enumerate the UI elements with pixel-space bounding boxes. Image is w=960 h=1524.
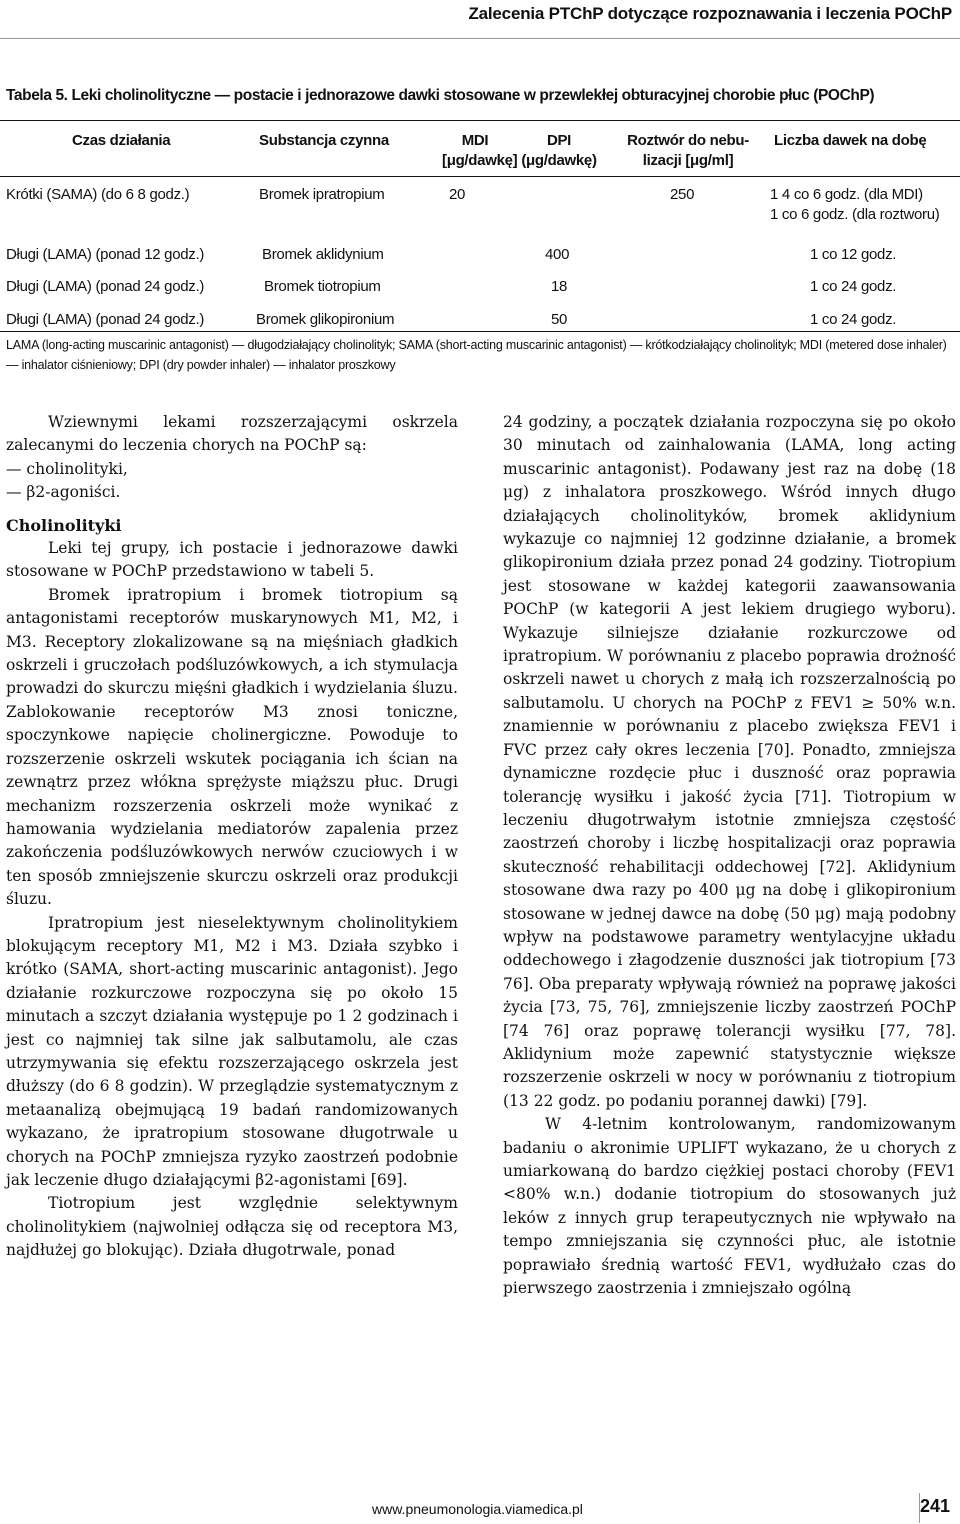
row4-liczba: 1 co 24 godz. <box>810 311 897 328</box>
row3-czas: Długi (LAMA) (ponad 24 godz.) <box>6 278 205 295</box>
right-column <box>503 411 956 1300</box>
row2-dpi: 400 <box>545 246 570 263</box>
running-header <box>0 0 960 39</box>
page-number: 241 <box>919 1496 950 1516</box>
row4-dpi: 50 <box>551 311 568 328</box>
right-p2: W 4-letnim kontrolowanym, randomizowanym badaniu o akronimie UPLIFT wykazano, że u chorych z umiarkowaną do bardzo ciężkiej postaci choroby (FEV1 <80% w.n.) dodanie tiotropium do stosowanych już leków z innych grup terapeutycznych nie wpływało na tempo zmniejszania się czynności płuc, ale istotnie poprawiało średnią wartość FEV1, wydłużało czas do pierwszego zaostrzenia i zmniejszało ogólną <box>503 1115 956 1298</box>
header-czas: Czas działania <box>72 132 171 149</box>
table-top-rule <box>0 120 960 121</box>
row1-mdi: 20 <box>449 186 466 203</box>
header-dpi-line1: DPI <box>546 132 572 149</box>
left-p1: Leki tej grupy, ich postacie i jednorazowe dawki stosowane w POChP przedstawiono w tabeli 5. <box>6 539 458 581</box>
row4-czas: Długi (LAMA) (ponad 24 godz.) <box>6 311 205 328</box>
header-dpi <box>516 131 602 171</box>
header-dpi-line2: (μg/dawkę) <box>521 152 597 169</box>
left-dash1: — cholinolityki, <box>6 459 128 478</box>
footer-url[interactable]: www.pneumonologia.viamedica.pl <box>372 1501 583 1517</box>
left-column <box>6 411 458 1263</box>
left-dash2: — β2-agoniści. <box>6 483 121 502</box>
header-mdi-line1: MDI <box>461 132 489 149</box>
header-roztwor-line1: Roztwór do nebu- <box>627 132 749 149</box>
row4-substancja: Bromek glikopironium <box>256 311 395 328</box>
row3-substancja: Bromek tiotropium <box>264 278 381 295</box>
left-intro: Wziewnymi lekami rozszerzającymi oskrzela zalecanymi do leczenia chorych na POChP są: <box>6 413 458 455</box>
row2-substancja: Bromek aklidynium <box>262 246 384 263</box>
header-roztwor <box>618 131 758 171</box>
row3-dpi: 18 <box>551 278 568 295</box>
section-title: Cholinolityki <box>6 515 122 535</box>
left-p4: Tiotropium jest względnie selektywnym cholinolitykiem (najwolniej odłącza się od receptora M3, najdłużej go blokując). Działa długotrwale, ponad <box>6 1194 458 1260</box>
header-substancja: Substancja czynna <box>259 132 389 149</box>
right-p1: 24 godziny, a początek działania rozpoczyna się po około 30 minutach od zainhalowania (LAMA, long acting muscarinic antagonist). Podawany jest raz na dobę (18 μg) z inhalatora proszkowego. Wśród innych długo działających cholinolityków, bromek aklidynium wykazuje co najmniej 12 godzinne działanie, a bromek glikopironium działa przez ponad 24 godziny. Tiotropium jest stosowane w każdej kategorii zaawansowania POChP (w kategorii A jest lekiem drugiego wyboru). Wykazuje silniejsze działanie rozkurczowe od ipratropium. W porównaniu z placebo poprawia drożność oskrzeli nawet u chorych z małą ich rozszerzalnością po salbutamolu. U chorych na POChP z FEV1 ≥ 50% w.n. znamiennie w porównaniu z placebo zwiększa FEV1 i FVC przez cały okres leczenia [70]. Ponadto, zmniejsza dynamiczne rozdęcie płuc i duszność oraz poprawia tolerancję wysiłku i jakość życia [71]. Tiotropium w leczeniu długotrwałym istotnie zmniejsza częstość zaostrzeń choroby i liczbę hospitalizacji oraz poprawia skuteczność rehabilitacji oddechowej [72]. Aklidynium stosowane dwa razy po 400 μg na dobę i glikopironium stosowane w jednej dawce na dobę (50 μg) mają podobny wpływ na podstawowe parametry wentylacyjne układu oddechowego i złagodzenie duszności jak tiotropium [73 76]. Oba preparaty wpływają również na poprawę jakości życia [73, 75, 76], zmniejszenie liczby zaostrzeń POChP [74 76] oraz poprawę tolerancji wysiłku [77, 78]. Aklidynium może zapewnić statystycznie większe rozszerzenie oskrzeli w nocy w porównaniu z tiotropium (13 22 godz. po podaniu porannej dawki) [79]. <box>503 413 956 1110</box>
header-liczba: Liczba dawek na dobę <box>774 132 927 149</box>
header-mdi-line2: [μg/dawkę] <box>442 152 518 169</box>
row1-roztwor: 250 <box>670 186 695 203</box>
table-caption: Tabela 5. Leki cholinolityczne — postacie i jednorazowe dawki stosowane w przewlekłej obturacyjnej chorobie płuc (POChP) <box>6 87 875 104</box>
row1-liczba: 1 4 co 6 godz. (dla MDI) <box>770 186 923 203</box>
left-p2: Bromek ipratropium i bromek tiotropium są antagonistami receptorów muskarynowych M1, M2, i M3. Receptory zlokalizowane są na mięśniach gładkich oskrzeli i gruczołach podśluzówkowych, a ich stymulacja prowadzi do skurczu mięśni gładkich i wydzielania śluzu. Zablokowanie receptorów M3 znosi toniczne, spoczynkowe napięcie cholinergiczne. Powoduje to rozszerzenie oskrzeli wskutek pociągania ich ścian na zewnątrz przez włókna sprężyste miąższu płuc. Drugi mechanizm rozszerzenia oskrzeli może wynikać z hamowania wydzielania mediatorów zapalenia przez zakończenia podśluzówkowych nerwów czuciowych i w ten sposób zmniejszenie skurczu oskrzeli oraz produkcji śluzu. <box>6 585 458 909</box>
row1-liczba2: 1 co 6 godz. (dla roztworu) <box>770 206 940 223</box>
row3-liczba: 1 co 24 godz. <box>810 278 897 295</box>
row1-substancja: Bromek ipratropium <box>259 186 385 203</box>
row1-czas: Krótki (SAMA) (do 6 8 godz.) <box>6 186 190 203</box>
table-bottom-rule <box>0 331 960 332</box>
left-p3: Ipratropium jest nieselektywnym cholinolitykiem blokującym receptory M1, M2 i M3. Działa szybko i krótko (SAMA, short-acting muscarinic antagonist). Jego działanie rozkurczowe rozpoczyna się po około 15 minutach a szczyt działania występuje po 1 2 godzinach i jest co najmniej tak silne jak salbutamolu, ale czas utrzymywania się efektu rozszerzającego oskrzela jest dłuższy (do 6 8 godzin). W przeglądzie systematycznym z metaanalizą obejmującą 19 badań randomizowanych wykazano, że ipratropium stosowane długotrwale u chorych na POChP zmniejsza ryzyko zaostrzeń podobnie jak leczenie długo działającymi β2-agonistami [69]. <box>6 913 458 1189</box>
header-roztwor-line2: lizacji [μg/ml] <box>642 152 734 169</box>
journal-title: Zalecenia PTChP dotyczące rozpoznawania i leczenia POChP <box>468 4 952 23</box>
header-mdi <box>442 131 518 171</box>
table-footnote: LAMA (long-acting muscarinic antagonist) — długodziałający cholinolityk; SAMA (short-acting muscarinic antagonist) — krótkodziałający cholinolityk; MDI (metered dose inhaler) — inhalator ciśnieniowy; DPI (dry powder inhaler) — inhalator proszkowy <box>6 338 947 372</box>
row2-liczba: 1 co 12 godz. <box>810 246 897 263</box>
table-header-rule <box>0 176 960 177</box>
row2-czas: Długi (LAMA) (ponad 12 godz.) <box>6 246 205 263</box>
